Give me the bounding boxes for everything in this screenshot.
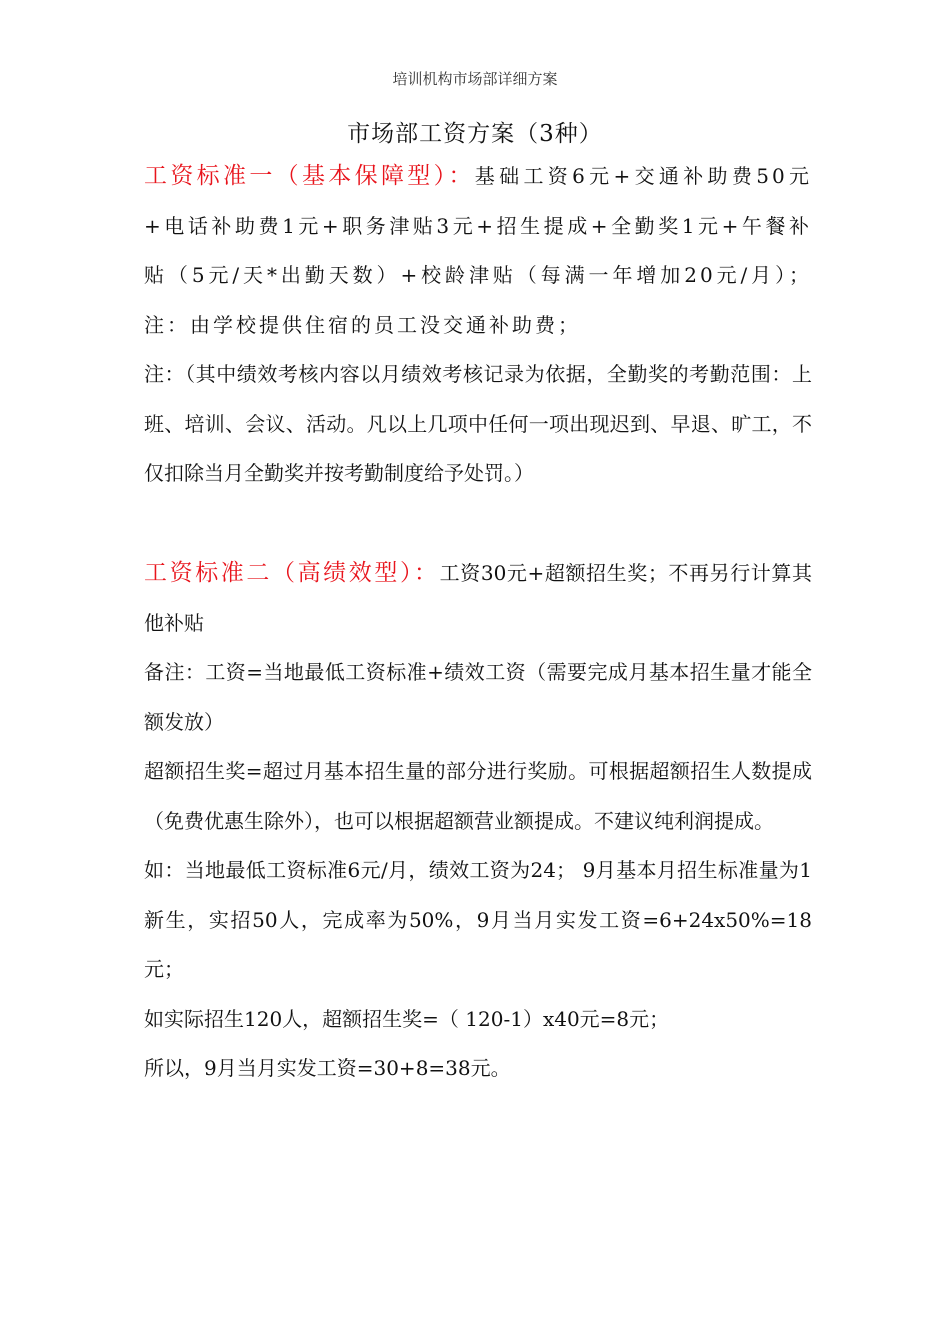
standard-one-section [144, 152, 812, 499]
standard-one-body: 基础工资6元+交通补助费50元+电话补助费1元+职务津贴3元+招生提成+全勤奖1元+午餐补贴（5元/天*出勤天数）+校龄津贴（每满一年增加20元/月）；注：由学校提供住宿的员工没交通补助费； [144, 164, 812, 337]
document-title: 市场部工资方案（3种） [347, 121, 603, 147]
standard-one-note: 注：（其中绩效考核内容以月绩效考核记录为依据，全勤奖的考勤范围：上班、培训、会议、活动。凡以上几项中任何一项出现迟到、早退、旷工，不仅扣除当月全勤奖并按考勤制度给予处罚。） [144, 362, 812, 485]
standard-two-bonus-description: 超额招生奖=超过月基本招生量的部分进行奖励。可根据超额招生人数提成（免费优惠生除外），也可以根据超额营业额提成。不建议纯利润提成。 [144, 759, 812, 833]
page-header: 培训机构市场部详细方案 [392, 70, 558, 88]
standard-two-body: 工资30元+超额招生奖；不再另行计算其他补贴 [144, 561, 812, 635]
standard-two-conclusion: 所以，9月当月实发工资=30+8=38元。 [144, 1056, 511, 1080]
standard-two-remark: 备注：工资=当地最低工资标准+绩效工资（需要完成月基本招生量才能全额发放） [144, 660, 812, 734]
standard-two-heading: 工资标准二（高绩效型）： [144, 560, 440, 586]
standard-two-example: 如：当地最低工资标准6元/月，绩效工资为24； 9月基本月招生标准量为1新生，实招50人，完成率为50%，9月当月实发工资=6+24x50%=18 元； [144, 858, 812, 981]
standard-two-section [144, 549, 812, 1094]
standard-two-paragraph [144, 549, 812, 648]
standard-two-example-bonus: 如实际招生120人，超额招生奖=（ 120-1）x40元=8元； [144, 1006, 670, 1031]
standard-one-paragraph [144, 152, 812, 350]
standard-one-heading: 工资标准一（基本保障型）： [144, 163, 475, 189]
